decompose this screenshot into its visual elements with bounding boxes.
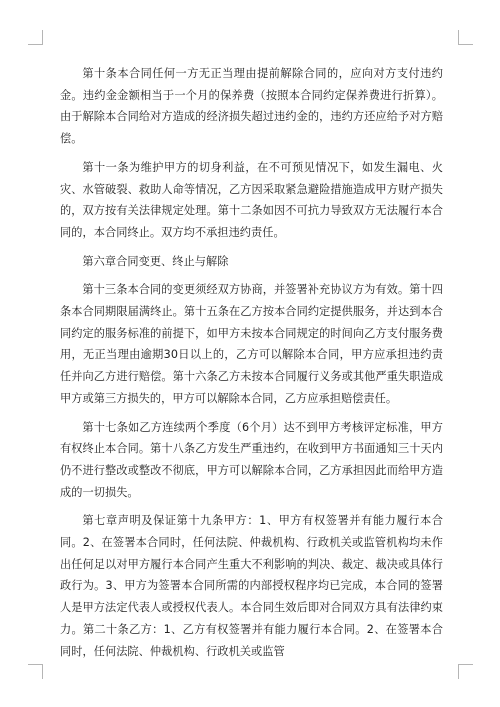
paragraph-article-10: 第十条本合同任何一方无正当理由提前解除合同的，应向对方支付违约金。违约金金额相当于一个月的保养费（按照本合同约定保养费进行折算）。由于解除本合同给对方造成的经济损失超过违约金的，违约方还应给予对方赔偿。 (60, 67, 443, 146)
paragraph-article-17-18: 第十七条如乙方连续两个季度（6个月）达不到甲方考核评定标准，甲方有权终止本合同。第十八条乙方发生严重违约，在收到甲方书面通知三十天内仍不进行整改或整改不彻底，甲方可以解除本合同，乙方承担因此而给甲方造成的一切损失。 (60, 420, 443, 499)
crop-mark-top-left (28, 30, 43, 45)
crop-mark-bottom-right (458, 664, 473, 679)
paragraph-article-11-12: 第十一条为维护甲方的切身利益，在不可预见情况下，如发生漏电、火灾、水管破裂、救助人命等情况，乙方因采取紧急避险措施造成甲方财产损失的，双方按有关法律规定处理。第十二条如因不可抗力导致双方无法履行本合同的，本合同终止。双方均不承担违约责任。 (60, 160, 443, 239)
document-body (60, 63, 443, 669)
crop-mark-bottom-left (28, 664, 43, 679)
paragraph-article-13-16: 第十三条本合同的变更须经双方协商，并签署补充协议方为有效。第十四条本合同期限届满终止。第十五条在乙方按本合同约定提供服务，并达到本合同约定的服务标准的前提下，如甲方未按本合同规定的时间向乙方支付服务费用，无正当理由逾期30日以上的，乙方可以解除本合同，甲方应承担违约责任并向乙方进行赔偿。第十六条乙方未按本合同履行义务或其他严重失职造成甲方或第三方损失的，甲方可以解除本合同，乙方应承担赔偿责任。 (60, 283, 443, 405)
crop-mark-top-right (458, 30, 473, 45)
chapter-6-heading: 第六章合同变更、终止与解除 (82, 254, 229, 268)
paragraph-chapter-7: 第七章声明及保证第十九条甲方：1、甲方有权签署并有能力履行本合同。2、在签署本合同时，任何法院、仲裁机构、行政机关或监管机构均未作出任何足以对甲方履行本合同产生重大不利影响的判决、裁定、裁决或具体行政行为。3、甲方为签署本合同所需的内部授权程序均已完成，本合同的签署人是甲方法定代表人或授权代表人。本合同生效后即对合同双方具有法律约束力。第二十条乙方：1、乙方有权签署并有能力履行本合同。2、在签署本合同时，任何法院、仲裁机构、行政机关或监管 (60, 514, 443, 658)
